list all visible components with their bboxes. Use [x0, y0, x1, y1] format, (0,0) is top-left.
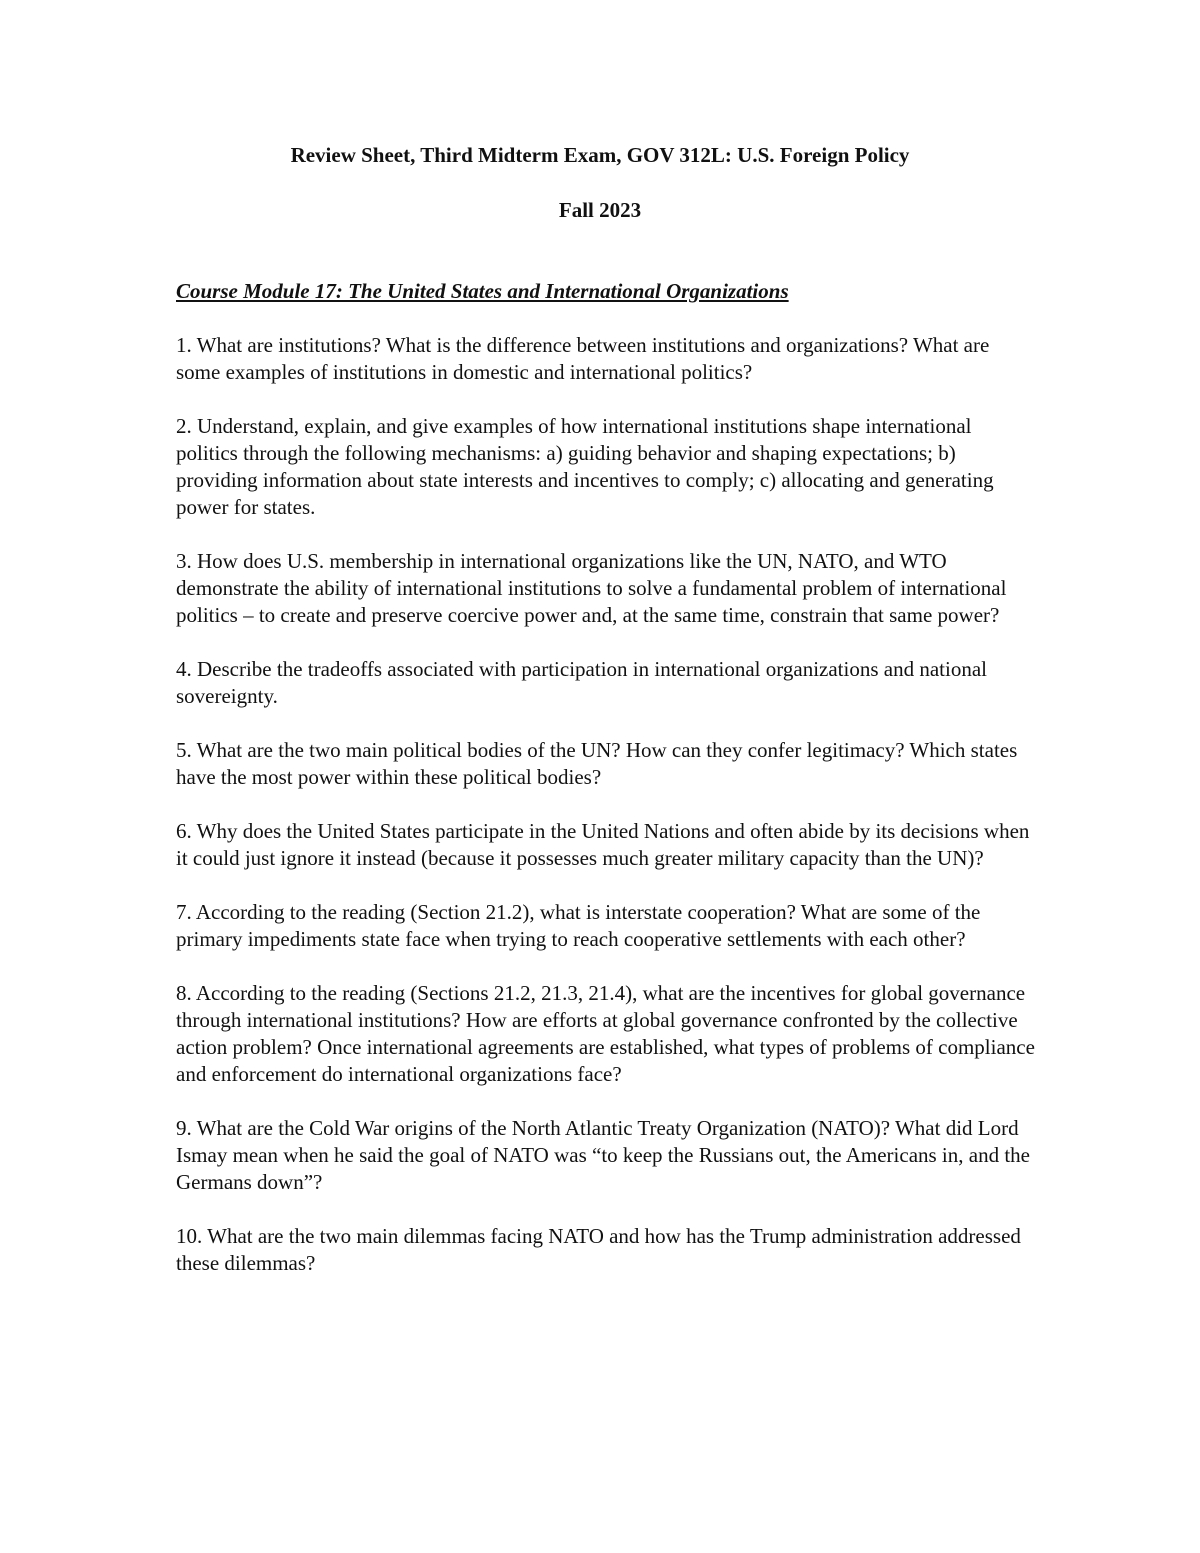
question-item: 6. Why does the United States participate in the United Nations and often abide by its decisions when it could just ignore it instead (because it possesses much greater military capacity than the UN)?: [176, 819, 1030, 870]
module-heading: Course Module 17: The United States and International Organizations: [176, 279, 789, 303]
question-item: 4. Describe the tradeoffs associated with participation in international organizations and national sovereignty.: [176, 657, 987, 708]
question-item: 10. What are the two main dilemmas facing NATO and how has the Trump administration addressed these dilemmas?: [176, 1224, 1021, 1275]
question-item: 3. How does U.S. membership in international organizations like the UN, NATO, and WTO demonstrate the ability of international institutions to solve a fundamental problem of international politics – to create and preserve coercive power and, at the same time, constrain that same power?: [176, 549, 1007, 627]
question-list: [176, 332, 1036, 1304]
question-item: 5. What are the two main political bodies of the UN? How can they confer legitimacy? Which states have the most power within these political bodies?: [176, 738, 1018, 789]
document-title: Review Sheet, Third Midterm Exam, GOV 312L: U.S. Foreign Policy: [290, 143, 910, 167]
question-item: 1. What are institutions? What is the difference between institutions and organizations? What are some examples of institutions in domestic and international politics?: [176, 333, 990, 384]
question-item: 9. What are the Cold War origins of the North Atlantic Treaty Organization (NATO)? What did Lord Ismay mean when he said the goal of NATO was “to keep the Russians out, the Americans in, and the Germans down”?: [176, 1116, 1030, 1194]
question-item: 2. Understand, explain, and give examples of how international institutions shape international politics through the following mechanisms: a) guiding behavior and shaping expectations; b) providing information about state interests and incentives to comply; c) allocating and generating power for states.: [176, 414, 994, 519]
question-item: 8. According to the reading (Sections 21.2, 21.3, 21.4), what are the incentives for global governance through international institutions? How are efforts at global governance confronted by the collective action problem? Once international agreements are established, what types of problems of compliance and enforcement do international organizations face?: [176, 981, 1035, 1086]
question-item: 7. According to the reading (Section 21.2), what is interstate cooperation? What are some of the primary impediments state face when trying to reach cooperative settlements with each other?: [176, 900, 981, 951]
document-term: Fall 2023: [558, 198, 642, 222]
